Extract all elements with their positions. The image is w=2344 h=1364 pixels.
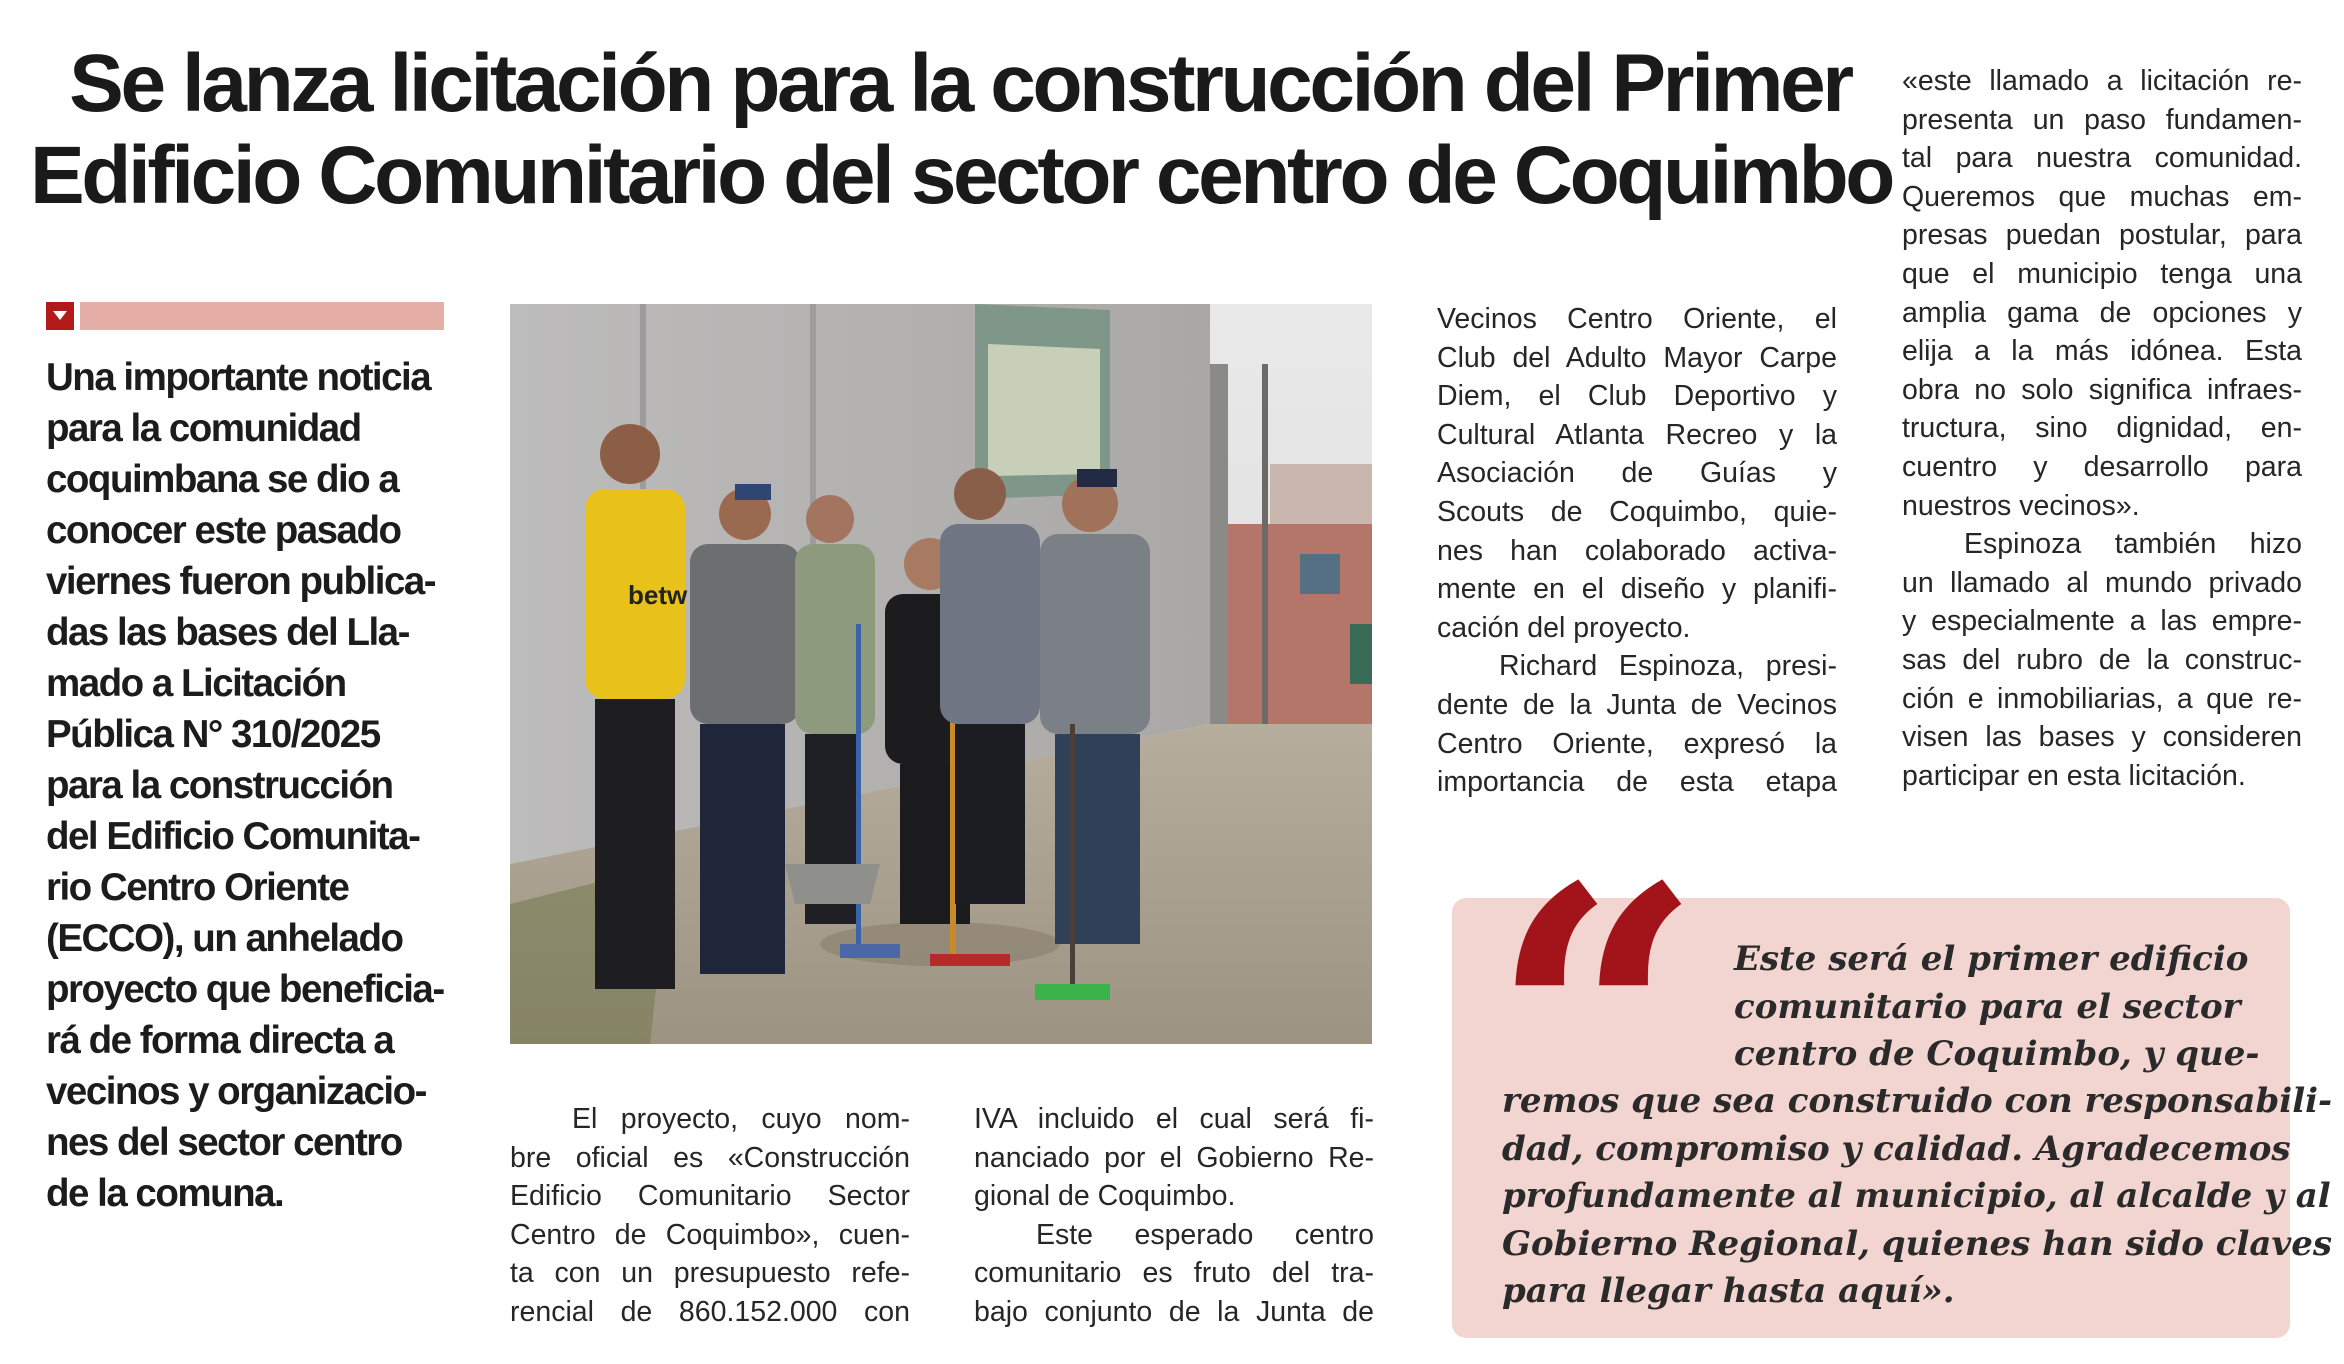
body-line: rencial de 860.152.000 con xyxy=(510,1295,910,1328)
article-photo xyxy=(510,304,1372,1044)
body-line: mente en el diseño y planifi- xyxy=(1437,573,1837,606)
body-line: dente de la Junta de Vecinos xyxy=(1437,688,1837,721)
body-column-1 xyxy=(510,1100,910,1332)
body-line: Richard Espinoza, presi- xyxy=(1499,650,1837,683)
section-band xyxy=(80,302,444,330)
body-line: presenta un paso fundamen- xyxy=(1902,103,2302,136)
body-line: bajo conjunto de la Junta de xyxy=(974,1295,1374,1328)
body-line: «este llamado a licitación re- xyxy=(1902,65,2302,97)
pull-quote-bottom xyxy=(1502,1078,2332,1316)
lead-line: de la comuna. xyxy=(46,1172,284,1215)
headline-line-2: Edificio Comunitario del sector centro de Coquimbo xyxy=(30,130,1892,221)
body-line: obra no solo significa infraes- xyxy=(1902,373,2302,406)
body-line: Centro de Coquimbo», cuen- xyxy=(510,1218,910,1251)
lead-line: rá de forma directa a xyxy=(46,1019,394,1062)
body-line: Club del Adulto Mayor Carpe xyxy=(1437,341,1837,374)
quote-line: centro de Coquimbo, y que- xyxy=(1734,1034,2260,1074)
lead-line: conocer este pasado xyxy=(46,509,401,552)
pull-quote-top xyxy=(1734,936,2260,1079)
body-line: sas del rubro de la construc- xyxy=(1902,643,2302,676)
body-line: IVA incluido el cual será fi- xyxy=(974,1103,1374,1135)
body-column-2 xyxy=(974,1100,1374,1332)
headline-line-1: Se lanza licitación para la construcción del Primer xyxy=(69,38,1851,129)
body-line: amplia gama de opciones y xyxy=(1902,296,2302,329)
body-line: ción e inmobiliarias, a que re- xyxy=(1902,682,2302,715)
body-line: comunitario es fruto del tra- xyxy=(974,1257,1374,1290)
headline xyxy=(30,38,1890,222)
lead-line: proyecto que beneficia- xyxy=(46,968,444,1011)
body-line: Este esperado centro xyxy=(1036,1218,1374,1251)
body-line: presas puedan postular, para xyxy=(1902,219,2302,252)
body-line: Vecinos Centro Oriente, el xyxy=(1437,303,1837,335)
triangle-down-icon xyxy=(46,302,74,330)
body-line: que el municipio tenga una xyxy=(1902,257,2302,290)
body-line: Scouts de Coquimbo, quie- xyxy=(1437,495,1837,528)
body-column-4 xyxy=(1902,62,2302,795)
body-column-3 xyxy=(1437,300,1837,802)
quote-line: dad, compromiso y calidad. Agradecemos xyxy=(1502,1128,2291,1169)
body-line: Cultural Atlanta Recreo y la xyxy=(1437,418,1837,451)
body-line: bre oficial es «Construcción xyxy=(510,1141,910,1174)
quote-line: para llegar hasta aquí». xyxy=(1502,1271,1955,1311)
lead-line: para la comunidad xyxy=(46,407,361,450)
body-line: Edificio Comunitario Sector xyxy=(510,1180,910,1213)
body-line: un llamado al mundo privado xyxy=(1902,566,2302,599)
body-line: El proyecto, cuyo nom- xyxy=(572,1103,910,1135)
lead-line: mado a Licitación xyxy=(46,662,346,705)
group-photo-illustration xyxy=(510,304,1372,1044)
quote-line: comunitario para el sector xyxy=(1734,986,2241,1027)
quote-line: remos que sea construido con responsabili- xyxy=(1502,1081,2333,1121)
lead-line: Pública N° 310/2025 xyxy=(46,713,380,756)
lead-line: das las bases del Lla- xyxy=(46,611,409,654)
lead-line: para la construcción xyxy=(46,764,393,807)
lead-line: vecinos y organizacio- xyxy=(46,1070,426,1113)
quote-line: profundamente al municipio, al alcalde y al xyxy=(1502,1176,2331,1216)
lead-line: rio Centro Oriente xyxy=(46,866,349,909)
lead-line: viernes fueron publica- xyxy=(46,560,436,603)
lead-paragraph xyxy=(46,352,456,1219)
body-line: nuestros vecinos». xyxy=(1902,489,2140,522)
lead-line: del Edificio Comunita- xyxy=(46,815,420,858)
body-line: nanciado por el Gobierno Re- xyxy=(974,1141,1374,1174)
quote-line: Este será el primer edificio xyxy=(1734,939,2249,979)
shirt-text: betw xyxy=(628,580,688,610)
body-line: gional de Coquimbo. xyxy=(974,1180,1236,1213)
body-line: visen las bases y consideren xyxy=(1902,721,2302,754)
body-line: cación del proyecto. xyxy=(1437,611,1691,644)
quote-mark-glyph: “ xyxy=(1490,808,1677,1242)
body-line: cuentro y desarrollo para xyxy=(1902,450,2302,483)
lead-line: Una importante noticia xyxy=(46,356,431,399)
body-line: ta con un presupuesto refe- xyxy=(510,1257,910,1290)
body-line: participar en esta licitación. xyxy=(1902,759,2246,792)
section-marker xyxy=(46,302,444,330)
body-line: y especialmente a las empre- xyxy=(1902,605,2302,638)
lead-line: coquimbana se dio a xyxy=(46,458,399,501)
body-line: Queremos que muchas em- xyxy=(1902,180,2302,213)
quote-line: Gobierno Regional, quienes han sido claves xyxy=(1502,1223,2332,1264)
body-line: tructura, sino dignidad, en- xyxy=(1902,412,2302,445)
body-line: Asociación de Guías y xyxy=(1437,457,1837,490)
lead-line: (ECCO), un anhelado xyxy=(46,917,403,960)
body-line: tal para nuestra comunidad. xyxy=(1902,142,2302,175)
body-line: Diem, el Club Deportivo y xyxy=(1437,380,1837,413)
body-line: Centro Oriente, expresó la xyxy=(1437,727,1837,760)
body-line: elija a la más idónea. Esta xyxy=(1902,335,2302,368)
lead-line: nes del sector centro xyxy=(46,1121,402,1164)
body-line: Espinoza también hizo xyxy=(1964,528,2302,561)
body-line: importancia de esta etapa xyxy=(1437,766,1837,799)
body-line: nes han colaborado activa- xyxy=(1437,534,1837,567)
